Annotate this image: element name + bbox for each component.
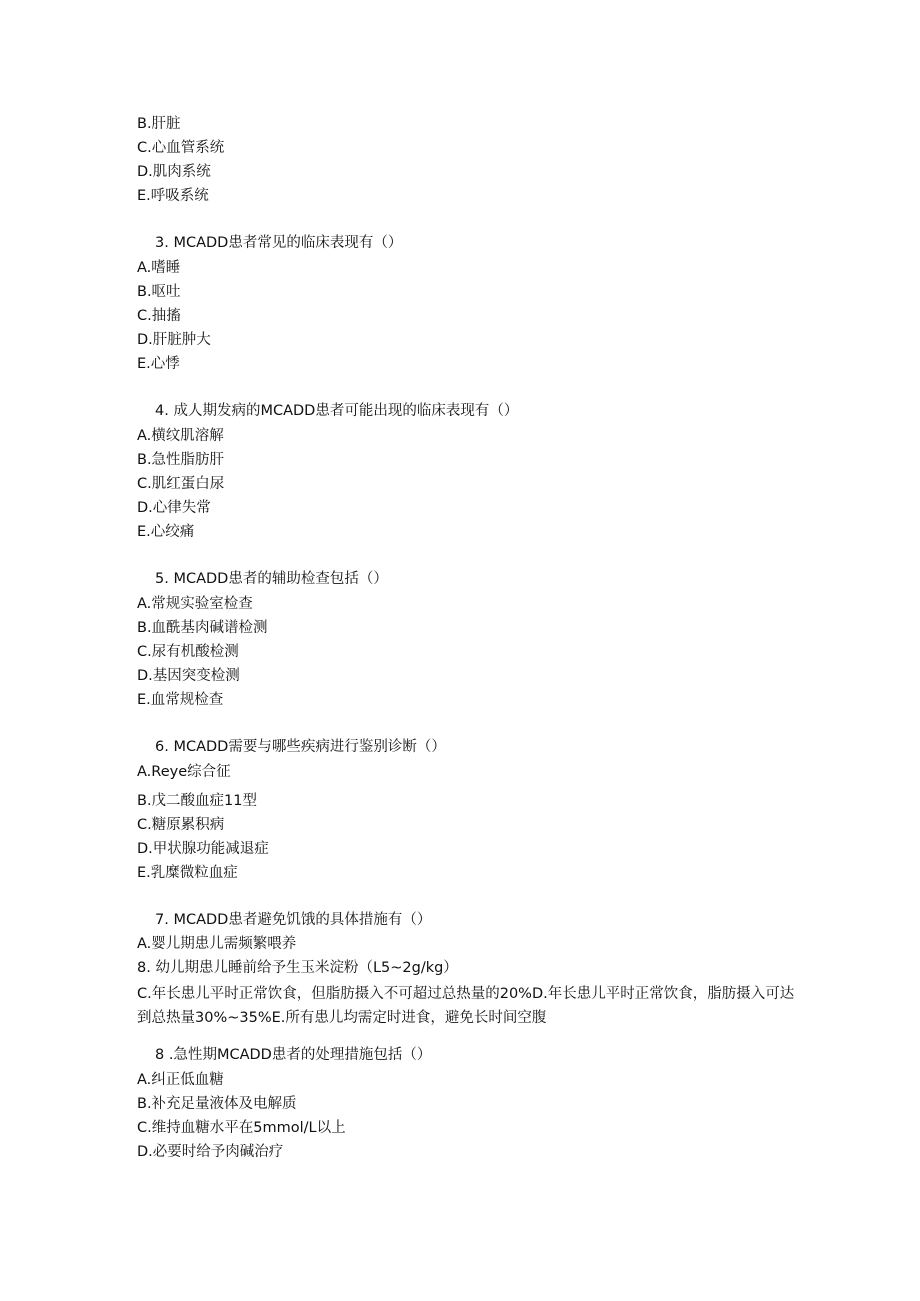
q8-option-d: D.必要时给予肉碱治疗 [137, 1144, 284, 1160]
q5-option-d: D.基因突变检测 [137, 668, 240, 684]
q2-option-e: E.呼吸系统 [137, 188, 209, 204]
q3-option-b: B.呕吐 [137, 284, 181, 300]
q2-option-b: B.肝脏 [137, 116, 181, 132]
q8-stem: 8 .急性期MCADD患者的处理措施包括（） [155, 1047, 432, 1063]
q7-stem: 7. MCADD患者避免饥饿的具体措施有（） [155, 912, 432, 928]
q6-option-d: D.甲状腺功能减退症 [137, 841, 269, 857]
q4-option-b: B.急性脂肪肝 [137, 452, 225, 468]
q8-option-a: A.纠正低血糖 [137, 1072, 224, 1088]
q8-option-b: B.补充足量液体及电解质 [137, 1096, 297, 1112]
q8-option-c: C.维持血糖水平在5mmol∕L以上 [137, 1120, 346, 1136]
q3-stem: 3. MCADD患者常见的临床表现有（） [155, 235, 403, 251]
q6-option-c: C.糖原累积病 [137, 817, 225, 833]
q6-option-a: A.Reye综合征 [137, 764, 231, 780]
q4-option-e: E.心绞痛 [137, 524, 195, 540]
q3-option-e: E.心悸 [137, 356, 180, 372]
q2-option-d: D.肌肉系统 [137, 164, 211, 180]
q4-option-a: A.横纹肌溶解 [137, 428, 224, 444]
q3-option-c: C.抽搐 [137, 308, 181, 324]
q2-option-c: C.心血管系统 [137, 140, 225, 156]
q5-option-c: C.尿有机酸检测 [137, 644, 239, 660]
q4-option-d: D.心律失常 [137, 500, 211, 516]
q3-option-a: A.嗜睡 [137, 260, 181, 276]
q6-option-e: E.乳糜微粒血症 [137, 865, 238, 881]
q7-paragraph: C.年长患儿平时正常饮食，但脂肪摄入不可超过总热量的20%D.年长患儿平时正常饮食，脂肪摄入可达到总热量30%~35%E.所有患儿均需定时进食，避免长时间空腹 [137, 986, 795, 1026]
q5-option-b: B.血酰基肉碱谱检测 [137, 620, 268, 636]
q7-item-8: 8. 幼儿期患儿睡前给予生玉米淀粉（L5~2g∕kg） [137, 960, 458, 976]
q5-option-a: A.常规实验室检查 [137, 596, 253, 612]
q5-stem: 5. MCADD患者的辅助检查包括（） [155, 571, 388, 587]
q6-option-b: B.戊二酸血症11型 [137, 793, 258, 809]
q7-option-a: A.婴儿期患儿需频繁喂养 [137, 936, 297, 952]
q4-stem: 4. 成人期发病的MCADD患者可能出现的临床表现有（） [155, 403, 519, 419]
q4-option-c: C.肌红蛋白尿 [137, 476, 225, 492]
q5-option-e: E.血常规检查 [137, 692, 224, 708]
q3-option-d: D.肝脏肿大 [137, 332, 211, 348]
q6-stem: 6. MCADD需要与哪些疾病进行鉴别诊断（） [155, 739, 446, 755]
